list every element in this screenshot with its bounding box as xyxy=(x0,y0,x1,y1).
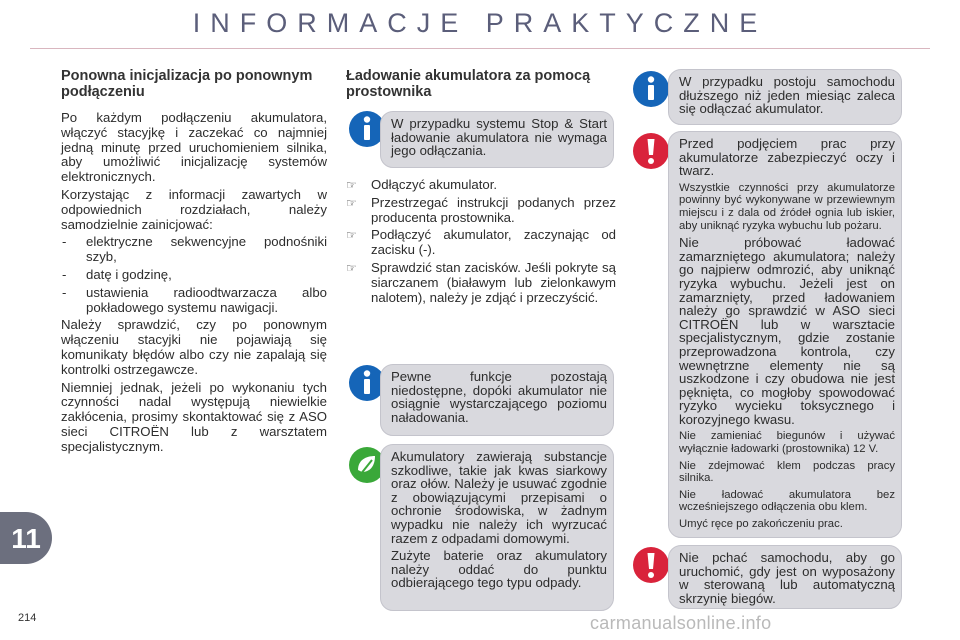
page-number: 214 xyxy=(18,612,37,624)
list-item: - datę i godzinę, xyxy=(62,266,172,282)
list-item: ☞ Przestrzegać instrukcji podanych przez producenta prostownika. xyxy=(346,194,616,225)
info-box-parking: W przypadku postoju samochodu dłuższego niż jeden miesiąc zaleca się odłączać akumulator. xyxy=(668,69,902,125)
info-icon xyxy=(632,70,670,108)
info-box-functions: Pewne funkcje pozostają niedostępne, dopóki akumulator nie osiągnie wystarczającego poziomu naładowania. xyxy=(380,364,614,436)
charging-steps xyxy=(346,178,616,308)
chapter-badge xyxy=(0,512,52,564)
list-item: - ustawienia radioodtwarzacza albo pokładowego systemu nawigacji. xyxy=(62,284,327,315)
section-title-charging: Ładowanie akumulatora za pomocą prostownika xyxy=(346,68,591,100)
section-title-reinitialization: Ponowna inicjalizacja po ponownym podłączeniu xyxy=(61,68,313,100)
watermark: carmanualsonline.info xyxy=(590,613,772,633)
list-item: - elektryczne sekwencyjne podnośniki szyb, xyxy=(62,234,327,265)
warning-icon xyxy=(632,132,670,170)
page-title: INFORMACJE PRAKTYCZNE xyxy=(192,8,768,38)
warning-box-battery: Przed podjęciem prac przy akumulatorze zabezpieczyć oczy i twarz. Wszystkie czynności przy akumulatorze powinny być wykonywane w przewiewnym miejscu i z dala od źródeł ognia lub iskier, aby uniknąć ryzyka wybuchu lub pożaru. Nie próbować ładować zamarzniętego akumulatora; należy go najpierw odmrozić, aby uniknąć ryzyka wybuchu. Jeżeli jest on zamarznięty, przed ładowaniem należy go sprawdzić w ASO sieci CITROËN lub w warsztacie specjalistycznym, gdzie zostanie przeprowadzona kontrola, czy wewnętrzne elementy nie są uszkodzone i czy obudowa nie jest pęknięta, co mogłoby spowodować ryzyko wycieku toksycznego i korozyjnego kwasu. Nie zamieniać biegunów i używać wyłącznie ładowarki (prostownika) 12 V. Nie zdejmować klem podczas pracy silnika. Nie ładować akumulatora bez wcześniejszego odłączenia obu klem. Umyć ręce po zakończeniu prac. xyxy=(668,131,902,538)
section-reinitialization xyxy=(61,68,327,458)
header-divider xyxy=(30,48,930,49)
paragraph: Niemniej jednak, jeżeli po wykonaniu tych czynności nadal występują niewielkie zakłócenia, prosimy skontaktować się z ASO sieci CITROËN lub z warsztatem specjalistycznym. xyxy=(61,379,327,454)
info-box-stop-start: W przypadku systemu Stop & Start ładowanie akumulatora nie wymaga jego odłączania. xyxy=(380,111,614,168)
warning-box-push-start: Nie pchać samochodu, aby go uruchomić, gdy jest on wyposażony w sterowaną lub automatyczną skrzynię biegów. xyxy=(668,545,902,609)
list-item: ☞ Podłączyć akumulator, zaczynając od zacisku (-). xyxy=(346,227,616,258)
paragraph: Korzystając z informacji zawartych w odpowiednich rozdziałach, należy samodzielnie zainicjować: xyxy=(61,186,327,232)
eco-box-disposal: Akumulatory zawierają substancje szkodliwe, takie jak kwas siarkowy oraz ołów. Należy je usuwać zgodnie z obowiązującymi przepisami o ochronie środowiska, w żadnym wypadku nie należy ich wyrzucać razem z odpadami domowymi. Zużyte baterie oraz akumulatory należy oddać do punktu odbierającego tego typu odpady. xyxy=(380,444,614,611)
chapter-number: 11 xyxy=(11,523,41,554)
paragraph: Po każdym podłączeniu akumulatora, włączyć stacyjkę i zaczekać co najmniej jedną minutę przed uruchomieniem silnika, aby umożliwić inicjalizację systemów elektronicznych. xyxy=(61,110,327,185)
list-item: ☞ Sprawdzić stan zacisków. Jeśli pokryte są siarczanem (białawym lub zielonkawym nalotem), należy je zdjąć i przeczyścić. xyxy=(346,259,616,305)
warning-icon xyxy=(632,546,670,584)
section-charging xyxy=(346,68,616,110)
paragraph: Należy sprawdzić, czy po ponownym włączeniu stacyjki nie pojawiają się komunikaty błędów albo czy nie zapalają się kontrolki ostrzegawcze. xyxy=(61,317,327,377)
list-item: ☞ Odłączyć akumulator. xyxy=(346,177,498,192)
